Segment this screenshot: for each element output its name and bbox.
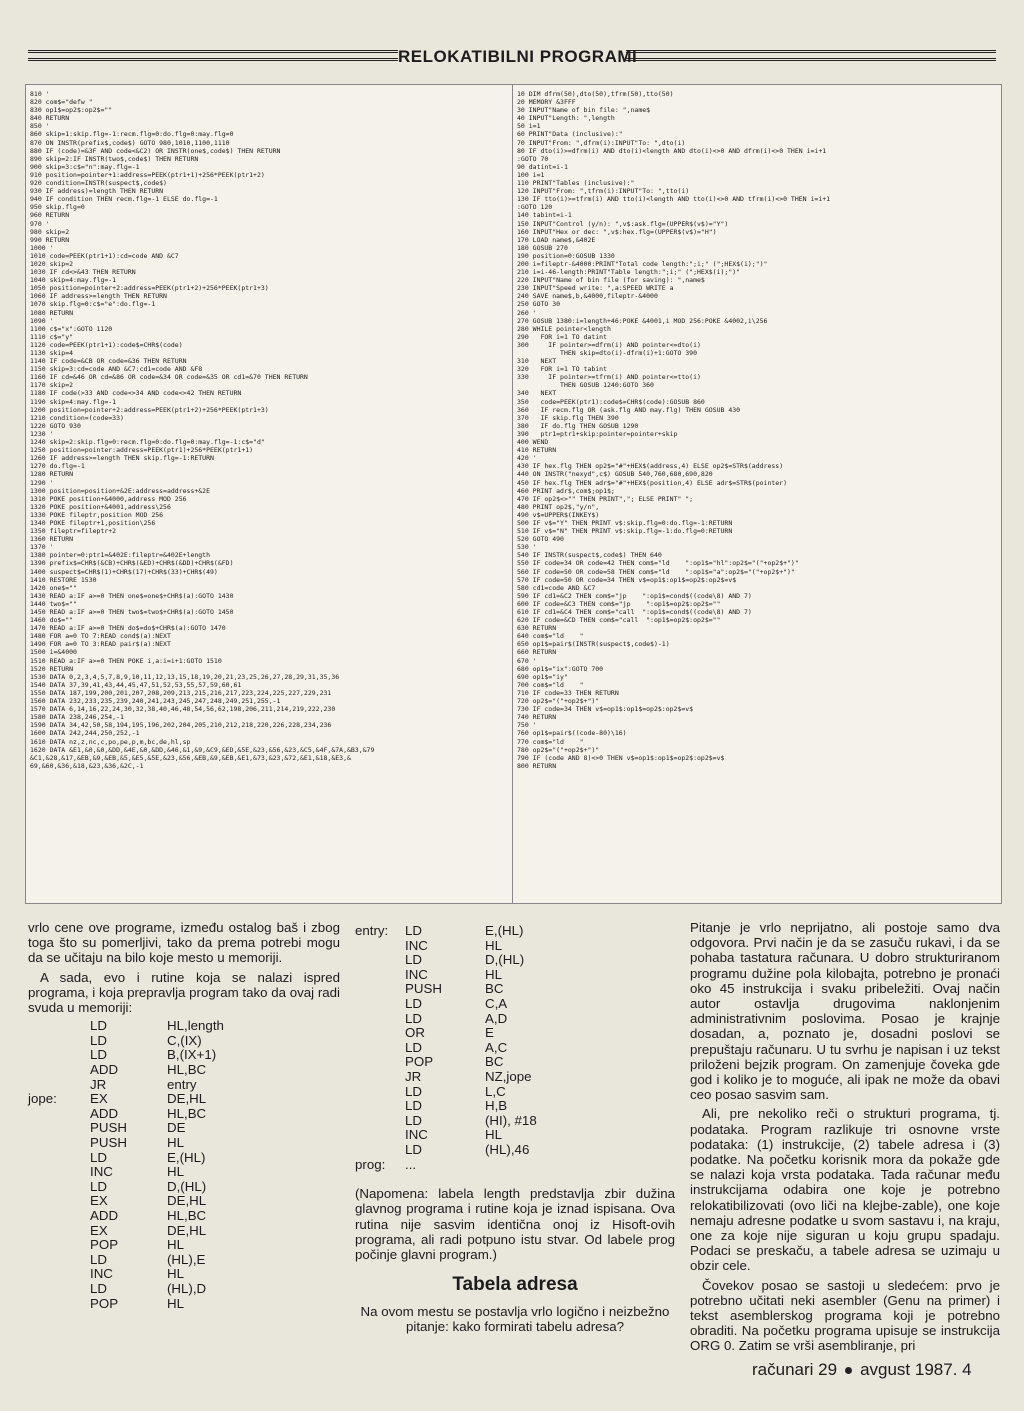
asm-operands: H,B <box>485 1098 508 1114</box>
page-footer <box>752 1360 972 1380</box>
asm-label <box>28 1107 90 1122</box>
asm-opcode: INC <box>405 937 428 953</box>
asm-opcode: POP <box>90 1295 119 1311</box>
asm-operands: HL <box>167 1266 184 1282</box>
header-rule-left <box>28 50 398 61</box>
asm-label <box>28 1151 90 1166</box>
asm-label <box>28 1121 90 1136</box>
basic-listing-left <box>25 84 515 904</box>
paragraph: Pitanje je vrlo neprijatno, ali postoje samo dva odgovora. Prvi način je da se zasuču rukavi, i da se pohaba tastatura računara. U dobro strukturiranom programu dužine pola kilobajta, potrebno je pronaći oko 45 instrukcija i svaku pribeležiti. Ovaj način autor ostavlja drugovima naklonjenim administrativnim poslovima. Posao je krajnje dosadan, a, poznato je, dosadni poslovi se prepuštaju računaru. U tu svrhu je napisan i uz tekst priloženi bejzik program. On zamenjuje čoveka gde god i koliko je to moguće, ali ipak ne može da obavi ceo posao sasvim sam. <box>690 920 1000 1103</box>
asm-opcode: INC <box>90 1164 113 1180</box>
asm-operands: BC <box>485 1054 504 1070</box>
asm-line <box>355 939 537 954</box>
asm-operands: BC <box>485 981 504 997</box>
asm-label <box>28 1136 90 1151</box>
asm-line <box>28 1136 224 1151</box>
bullet-dot <box>845 1367 852 1374</box>
asm-operands: HL,length <box>167 1018 224 1034</box>
asm-opcode: INC <box>405 966 428 982</box>
asm-line <box>28 1267 224 1282</box>
asm-opcode: ADD <box>90 1207 119 1223</box>
asm-line <box>355 1128 537 1143</box>
asm-opcode: EX <box>90 1193 108 1209</box>
asm-opcode: LD <box>405 1039 422 1055</box>
asm-line <box>28 1180 224 1195</box>
asm-opcode: EX <box>90 1091 108 1107</box>
asm-operands: HL,BC <box>167 1207 207 1223</box>
asm-operands: HL <box>485 1127 502 1143</box>
asm-operands: (HL),D <box>167 1280 207 1296</box>
asm-line <box>355 982 537 997</box>
asm-line <box>28 1107 224 1122</box>
asm-operands: HL <box>167 1134 184 1150</box>
paragraph: Na ovom mestu se postavlja vrlo logično i neizbežno pitanje: kako formirati tabelu adresa? <box>360 1304 670 1335</box>
asm-line <box>28 1121 224 1136</box>
asm-operands: NZ,jope <box>485 1068 532 1084</box>
asm-operands: HL <box>485 966 502 982</box>
asm-operands: C,A <box>485 995 508 1011</box>
asm-line <box>355 1158 537 1173</box>
asm-label <box>355 1055 405 1070</box>
asm-opcode: JR <box>90 1076 107 1092</box>
asm-label <box>355 1070 405 1085</box>
asm-line <box>28 1209 224 1224</box>
asm-line <box>28 1253 224 1268</box>
asm-opcode: ADD <box>90 1062 119 1077</box>
asm-opcode: PUSH <box>90 1134 127 1150</box>
asm-line <box>355 924 537 939</box>
asm-label <box>28 1209 90 1224</box>
asm-operands: HL,BC <box>167 1062 207 1077</box>
asm-operands: D,(HL) <box>485 952 525 968</box>
asm-label <box>355 1128 405 1143</box>
asm-line <box>355 1026 537 1041</box>
asm-operands: DE <box>167 1120 186 1136</box>
assembly-listing <box>28 1019 224 1311</box>
asm-line <box>28 1297 224 1312</box>
asm-opcode: PUSH <box>90 1120 127 1136</box>
asm-line <box>28 1194 224 1209</box>
asm-opcode: LD <box>90 1251 107 1267</box>
asm-operands: HL <box>167 1295 184 1311</box>
asm-opcode: PUSH <box>405 981 442 997</box>
note-paragraph: (Napomena: labela length predstavlja zbir dužina glavnog programa i rutine koja je iznad ispisana. Ova rutina nije sasvim identična onoj iz Hisoft-ovih programa, ali radi potpuno istu stvar. Od labele prog počinje glavni program.) <box>355 1186 675 1262</box>
asm-operands: C,(IX) <box>167 1032 202 1048</box>
asm-line <box>28 1063 224 1078</box>
asm-label <box>28 1253 90 1268</box>
asm-label <box>355 939 405 954</box>
asm-opcode: LD <box>90 1280 107 1296</box>
asm-label <box>28 1019 90 1034</box>
section-title: RELOKATIBILNI PROGRAMI <box>398 47 638 66</box>
asm-opcode: LD <box>405 1098 422 1114</box>
article-column-2 <box>355 920 675 1339</box>
asm-label <box>355 1099 405 1114</box>
asm-label <box>28 1078 90 1093</box>
asm-opcode: LD <box>90 1018 107 1034</box>
asm-label: jope: <box>28 1091 57 1107</box>
issue-date: avgust 1987. <box>860 1360 958 1379</box>
article-column-1 <box>28 920 340 1311</box>
asm-operands: E,(HL) <box>167 1149 206 1165</box>
paragraph: Ali, pre nekoliko reči o strukturi programa, tj. podataka. Program razlikuje tri osnovne vrste podataka: (1) instrukcije, (2) tabele adresa i (3) podatke. Na početku korisnik mora da pokaže gde se nalazi koja vrsta podataka. Tada računar među instrukcijama odabira one koje je potrebno relokatibilizovati (ovo liči na klejbe-zable), one koje nemaju adresne podatke u svom sastavu i, na kraju, one za koje nije siguran u koju grupu spadaju. Podaci se preskaču, a tabele adresa se uzimaju u obzir cele. <box>690 1106 1000 1274</box>
asm-label <box>355 968 405 983</box>
header-rule-right <box>626 50 996 61</box>
asm-operands: HL <box>485 937 502 953</box>
asm-line <box>28 1165 224 1180</box>
asm-line <box>355 953 537 968</box>
asm-line <box>355 1070 537 1085</box>
asm-operands: E <box>485 1025 494 1041</box>
asm-opcode: POP <box>405 1054 434 1070</box>
asm-operands: L,C <box>485 1083 506 1099</box>
asm-label <box>28 1267 90 1282</box>
asm-label <box>28 1194 90 1209</box>
asm-opcode: LD <box>405 952 422 968</box>
magazine-name: računari 29 <box>752 1360 838 1379</box>
asm-label <box>355 982 405 997</box>
asm-opcode: POP <box>90 1237 119 1253</box>
asm-label <box>28 1238 90 1253</box>
asm-label <box>355 1085 405 1100</box>
page-number: 4 <box>962 1360 972 1379</box>
asm-label <box>28 1048 90 1063</box>
code-listing-text: 810 ' 820 com$="defw " 830 op1$=op2$:op2$="" 840 RETURN 850 ' 860 skip=1:skip.flg=-1:recm.flg=0:do.flg=0:may.flg=0 870 ON INSTR(prefix$,code$) GOTO 980,1010,1100,1110 880 IF (code)=&3F AND code<&C2) OR INSTR(one$,code$) THEN RETURN 890 skip=2:IF INSTR(two$,code$) THEN RETURN 900 skip=3:c$="n":may.flg=-1 910 position=pointer+1:address=PEEK(ptr1+1)+256*PEEK(ptr1+2) 920 condition=INSTR(suspect$,code$) 930 IF address)=length THEN RETURN 940 IF condition THEN recm.flg=-1 ELSE do.flg=-1 950 skip.flg=0 960 RETURN 970 ' 980 skip=2 990 RETURN 1000 ' 1010 code=PEEK(ptr1+1):cd=code AND &C7 1020 skip=2 1030 IF cd<>&43 THEN RETURN 1040 skip=4:may.flg=-1 1050 position=pointer+2:address=PEEK(ptr1+2)+256*PEEK(ptr1+3) 1060 IF address>=length THEN RETURN 1070 skip.flg=0:c$="e":do.flg=-1 1080 RETURN 1090 ' 1100 c$="x":GOTO 1120 1110 c$="y" 1120 code=PEEK(ptr1+1):code$=CHR$(code) 1130 skip=4 1140 IF code=&CB OR code=&36 THEN RETURN 1150 skip=3:cd=code AND &C7:cd1=code AND &F8 1160 IF cd=&46 OR cd=&86 OR code=&34 OR code=&35 OR cd1=&70 THEN RETURN 1170 skip=2 1180 IF code(>33 AND code<>34 AND code<>42 THEN RETURN 1190 skip=4:may.flg=-1 1200 position=pointer+2:address=PEEK(ptr1+2)+256*PEEK(ptr1+3) 1210 condition=(code=33) 1220 GOTO 930 1230 ' 1240 skip=2:skip.flg=0:recm.flg=0:do.flg=0:may.flg=-1:c$="d" 1250 position=pointer:address=PEEK(ptr1)+256*PEEK(ptr1+1) 1260 IF address>=length THEN skip.flg=-1:RETURN 1270 do.flg=-1 1280 RETURN 1290 ' 1300 position=position+&2E:address=address+&2E 1310 POKE position+&4000,address MOD 256 1320 POKE position+&4001,address\256 1330 POKE fileptr,position MOD 256 1340 POKE fileptr+1,position\256 1350 fileptr=fileptr+2 1360 RETURN 1370 ' 1380 pointer=0:ptr1=&402E:fileptr=&402E+length 1390 prefix$=CHR$(&CB)+CHR$(&ED)+CHR$(&DD)+CHR$(&FD) 1400 suspect$=CHR$(1)+CHR$(17)+CHR$(33)+CHR$(49) 1410 RESTORE 1530 1420 one$="" 1430 READ a:IF a>=0 THEN one$=one$+CHR$(a):GOTO 1430 1440 two$="" 1450 READ a:IF a>=0 THEN two$=two$+CHR$(a):GOTO 1450 1460 do$="" 1470 READ a:IF a>=0 THEN do$=do$+CHR$(a):GOTO 1470 1480 FOR a=0 TO 7:READ cond$(a):NEXT 1490 FOR a=0 TO 3:READ pair$(a):NEXT 1500 i=&4000 1510 READ a:IF a>=0 THEN POKE i,a:i=i+1:GOTO 1510 1520 RETURN 1530 DATA 0,2,3,4,5,7,8,9,10,11,12,13,15,18,19,20,21,23,25,26,27,28,29,31,35,36 1540 DATA 37,39,41,43,44,45,47,51,52,53,55,57,59,60,61 1550 DATA 187,199,200,201,207,208,209,213,215,216,217,223,224,225,227,229,231 1560 DATA 232,233,235,239,240,241,243,245,247,248,249,251,255,-1 1570 DATA 6,14,16,22,24,30,32,38,40,46,48,54,56,62,198,206,211,214,219,222,230 1580 DATA 238,246,254,-1 1590 DATA 34,42,50,58,194,195,196,202,204,205,210,212,218,220,226,228,234,236 1600 DATA 242,244,250,252,-1 1610 DATA nz,z,nc,c,po,pe,p,m,bc,de,hl,sp 1620 DATA &E1,&0,&0,&DD,&4E,&0,&DD,&46,&1,&9,&C9,&ED,&5E,&23,&56,&23,&C5,&4F,&7A,&B3,&79 &C1,&28,&17,&EB,&9,&EB,&5,&E5,&5E,&23,&56,&EB,&9,&EB,&E1,&73,&23,&72,&E1,&18,&E3,& 69,&60,&36,&18,&23,&36,&2C,-1 <box>30 90 375 770</box>
asm-operands: HL <box>167 1164 184 1180</box>
asm-line <box>28 1224 224 1239</box>
asm-label <box>28 1224 90 1239</box>
asm-line <box>355 1012 537 1027</box>
asm-label <box>355 1114 405 1129</box>
asm-line <box>28 1019 224 1034</box>
asm-label <box>355 997 405 1012</box>
asm-label <box>28 1063 90 1078</box>
asm-label <box>355 953 405 968</box>
asm-label <box>355 1041 405 1056</box>
asm-opcode: EX <box>90 1222 108 1238</box>
paragraph: vrlo cene ove programe, između ostalog baš i zbog toga što su pomerljivi, tako da prema potrebi mogu da se učitaju na bilo koje mesto u memoriji. <box>28 920 340 966</box>
asm-opcode: INC <box>405 1127 428 1143</box>
asm-label <box>28 1297 90 1312</box>
asm-line <box>355 968 537 983</box>
asm-operands: HL <box>167 1237 184 1253</box>
asm-operands: (HL),46 <box>485 1141 530 1157</box>
asm-label <box>355 1026 405 1041</box>
asm-label <box>28 1282 90 1297</box>
asm-opcode: LD <box>90 1032 107 1048</box>
asm-line <box>355 1085 537 1100</box>
asm-opcode: LD <box>405 1083 422 1099</box>
asm-opcode: LD <box>405 1141 422 1157</box>
asm-label <box>28 1180 90 1195</box>
asm-operands: A,C <box>485 1039 508 1055</box>
paragraph: Čovekov posao se sastoji u sledećem: prvo je potrebno učitati neki asembler (Genu na primer) i tekst asemblerskog programa koji je potrebno obraditi. Na početku programa upisuje se instrukcija ORG 0. Zatim se vrši asembliranje, pri <box>690 1277 1000 1354</box>
asm-line <box>28 1078 224 1093</box>
asm-line <box>28 1048 224 1063</box>
asm-label <box>355 1012 405 1027</box>
asm-line <box>28 1034 224 1049</box>
asm-line <box>355 1041 537 1056</box>
asm-line <box>355 997 537 1012</box>
asm-operands: (HI), #18 <box>485 1112 537 1128</box>
asm-opcode: OR <box>405 1025 425 1041</box>
asm-operands: DE,HL <box>167 1222 207 1238</box>
asm-operands: D,(HL) <box>167 1178 207 1194</box>
asm-operands: B,(IX+1) <box>167 1047 217 1063</box>
asm-line <box>28 1151 224 1166</box>
asm-line <box>355 1143 537 1158</box>
asm-opcode: LD <box>405 1112 422 1128</box>
asm-operands <box>485 1158 537 1173</box>
asm-line <box>28 1092 224 1107</box>
asm-line <box>355 1114 537 1129</box>
asm-opcode: ... <box>405 1156 417 1172</box>
asm-opcode: LD <box>90 1047 107 1063</box>
asm-operands: entry <box>167 1076 197 1092</box>
asm-opcode: LD <box>90 1149 107 1165</box>
asm-label: entry: <box>355 923 389 938</box>
basic-listing-right <box>512 84 1002 904</box>
asm-line <box>28 1282 224 1297</box>
asm-opcode: LD <box>405 1010 422 1026</box>
asm-label <box>28 1034 90 1049</box>
asm-opcode: INC <box>90 1266 113 1282</box>
asm-opcode: LD <box>405 923 422 938</box>
paragraph: A sada, evo i rutine koja se nalazi ispred programa, i koja prepravlja program tako da ovaj radi svuda u memoriji: <box>28 969 340 1016</box>
asm-label: prog: <box>355 1156 386 1172</box>
asm-label <box>355 1143 405 1158</box>
asm-operands: E,(HL) <box>485 923 524 938</box>
asm-operands: (HL),E <box>167 1251 206 1267</box>
section-heading: Tabela adresa <box>452 1274 578 1296</box>
asm-line <box>355 1055 537 1070</box>
asm-operands: DE,HL <box>167 1091 207 1107</box>
asm-opcode: LD <box>405 995 422 1011</box>
code-listing-text: 10 DIM dfrm(50),dto(50),tfrm(50),tto(50) 20 MEMORY &3FFF 30 INPUT"Name of bin file: ",name$ 40 INPUT"Length: ",length 50 i=1 60 PRINT"Data (inclusive):" 70 INPUT"From: ",dfrm(i):INPUT"To: ",dto(i) 80 IF dto(i)>=dfrm(i) AND dto(i)<length AND dto(i)<>0 AND dfrm(i)<>0 THEN i=i+1 :GOTO 70 90 datint=i-1 100 i=1 110 PRINT"Tables (inclusive):" 120 INPUT"From: ",tfrm(i):INPUT"To: ",tto(i) 130 IF tto(i)>=tfrm(i) AND tto(i)<length AND tto(i)<>0 AND tfrm(i)<>0 THEN i=i+1 :GOTO 120 140 tabint=i-1 150 INPUT"Control (y/n): ",v$:ask.flg=(UPPER$(v$)="Y") 160 INPUT"Hex or dec: ",v$:hex.flg=(UPPER$(v$)="H") 170 LOAD name$,&402E 180 GOSUB 270 190 position=0:GOSUB 1330 200 i=fileptr-&4000:PRINT"Total code length:";i;" (";HEX$(i);")" 210 i=i-46-length:PRINT"Table length:";i;" (";HEX$(i);")" 220 INPUT"Name of bin file (for saving): ",name$ 230 INPUT"Speed write: ",a:SPEED WRITE a 240 SAVE name$,b,&4000,fileptr-&4000 250 GOTO 30 260 ' 270 GOSUB 1380:i=length+46:POKE &4001,i MOD 256:POKE &4002,i\256 280 WHILE pointer<length 290 FOR i=1 TO datint 300 IF pointer>=dfrm(i) AND pointer<=dto(i) THEN skip=dto(i)-dfrm(i)+1:GOTO 390 310 NEXT 320 FOR i=1 TO tabint 330 IF pointer>=tfrm(i) AND pointer<=tto(i) THEN GOSUB 1240:GOTO 360 340 NEXT 350 code=PEEK(ptr1):code$=CHR$(code):GOSUB 860 360 IF recm.flg OR (ask.flg AND may.flg) THEN GOSUB 430 370 IF skip.flg THEN 390 380 IF do.flg THEN GOSUB 1290 390 ptr1=ptr1+skip:pointer=pointer+skip 400 WEND 410 RETURN 420 ' 430 IF hex.flg THEN op2$="#"+HEX$(address,4) ELSE op2$=STR$(address) 440 ON INSTR("nexyd",c$) GOSUB 540,760,680,690,820 450 IF hex.flg THEN adr$="#"+HEX$(position,4) ELSE adr$=STR$(pointer) 460 PRINT adr$,com$;op1$; 470 IF op2$<>"" THEN PRINT","; ELSE PRINT" "; 480 PRINT op2$,"y/n", 490 v$=UPPER$(INKEY$) 500 IF v$="Y" THEN PRINT v$:skip.flg=0:do.flg=-1:RETURN 510 IF v$="N" THEN PRINT v$:skip.flg=-1:do.flg=0:RETURN 520 GOTO 490 530 ' 540 IF INSTR(suspect$,code$) THEN 640 550 IF code=34 OR code=42 THEN com$="ld ":op1$="hl":op2$="("+op2$+")" 560 IF code=50 OR code=58 THEN com$="ld ":op1$="a":op2$="("+op2$+")" 570 IF code=50 OR code=34 THEN v$=op1$:op1$=op2$:op2$=v$ 580 cd1=code AND &C7 590 IF cd1=&C2 THEN com$="jp ":op1$=cond$((code\8) AND 7) 600 IF code=&C3 THEN com$="jp ":op1$=op2$:op2$="" 610 IF cd1=&C4 THEN com$="call ":op1$=cond$((code\8) AND 7) 620 IF code=&CD THEN com$="call ":op1$=op2$:op2$="" 630 RETURN 640 com$="ld " 650 op1$=pair$(INSTR(suspect$,code$)-1) 660 RETURN 670 ' 680 op1$="ix":GOTO 700 690 op1$="iy" 700 com$="ld " 710 IF code=33 THEN RETURN 720 op2$="("+op2$+")" 730 IF code=34 THEN v$=op1$:op1$=op2$:op2$=v$ 740 RETURN 750 ' 760 op1$=pair$((code-80)\16) 770 com$="ld " 780 op2$="("+op2$+")" 790 IF (code AND 8)<>0 THEN v$=op1$:op1$=op2$:op2$=v$ 800 RETURN <box>517 90 831 770</box>
asm-opcode: ADD <box>90 1105 119 1121</box>
asm-operands: A,D <box>485 1010 508 1026</box>
asm-opcode: JR <box>405 1068 422 1084</box>
asm-line <box>355 1099 537 1114</box>
assembly-listing <box>355 924 537 1172</box>
asm-line <box>28 1238 224 1253</box>
asm-operands: DE,HL <box>167 1193 207 1209</box>
asm-operands: HL,BC <box>167 1105 207 1121</box>
asm-opcode: LD <box>90 1178 107 1194</box>
article-column-3 <box>690 920 1000 1358</box>
page-header <box>28 44 996 70</box>
asm-label <box>28 1165 90 1180</box>
